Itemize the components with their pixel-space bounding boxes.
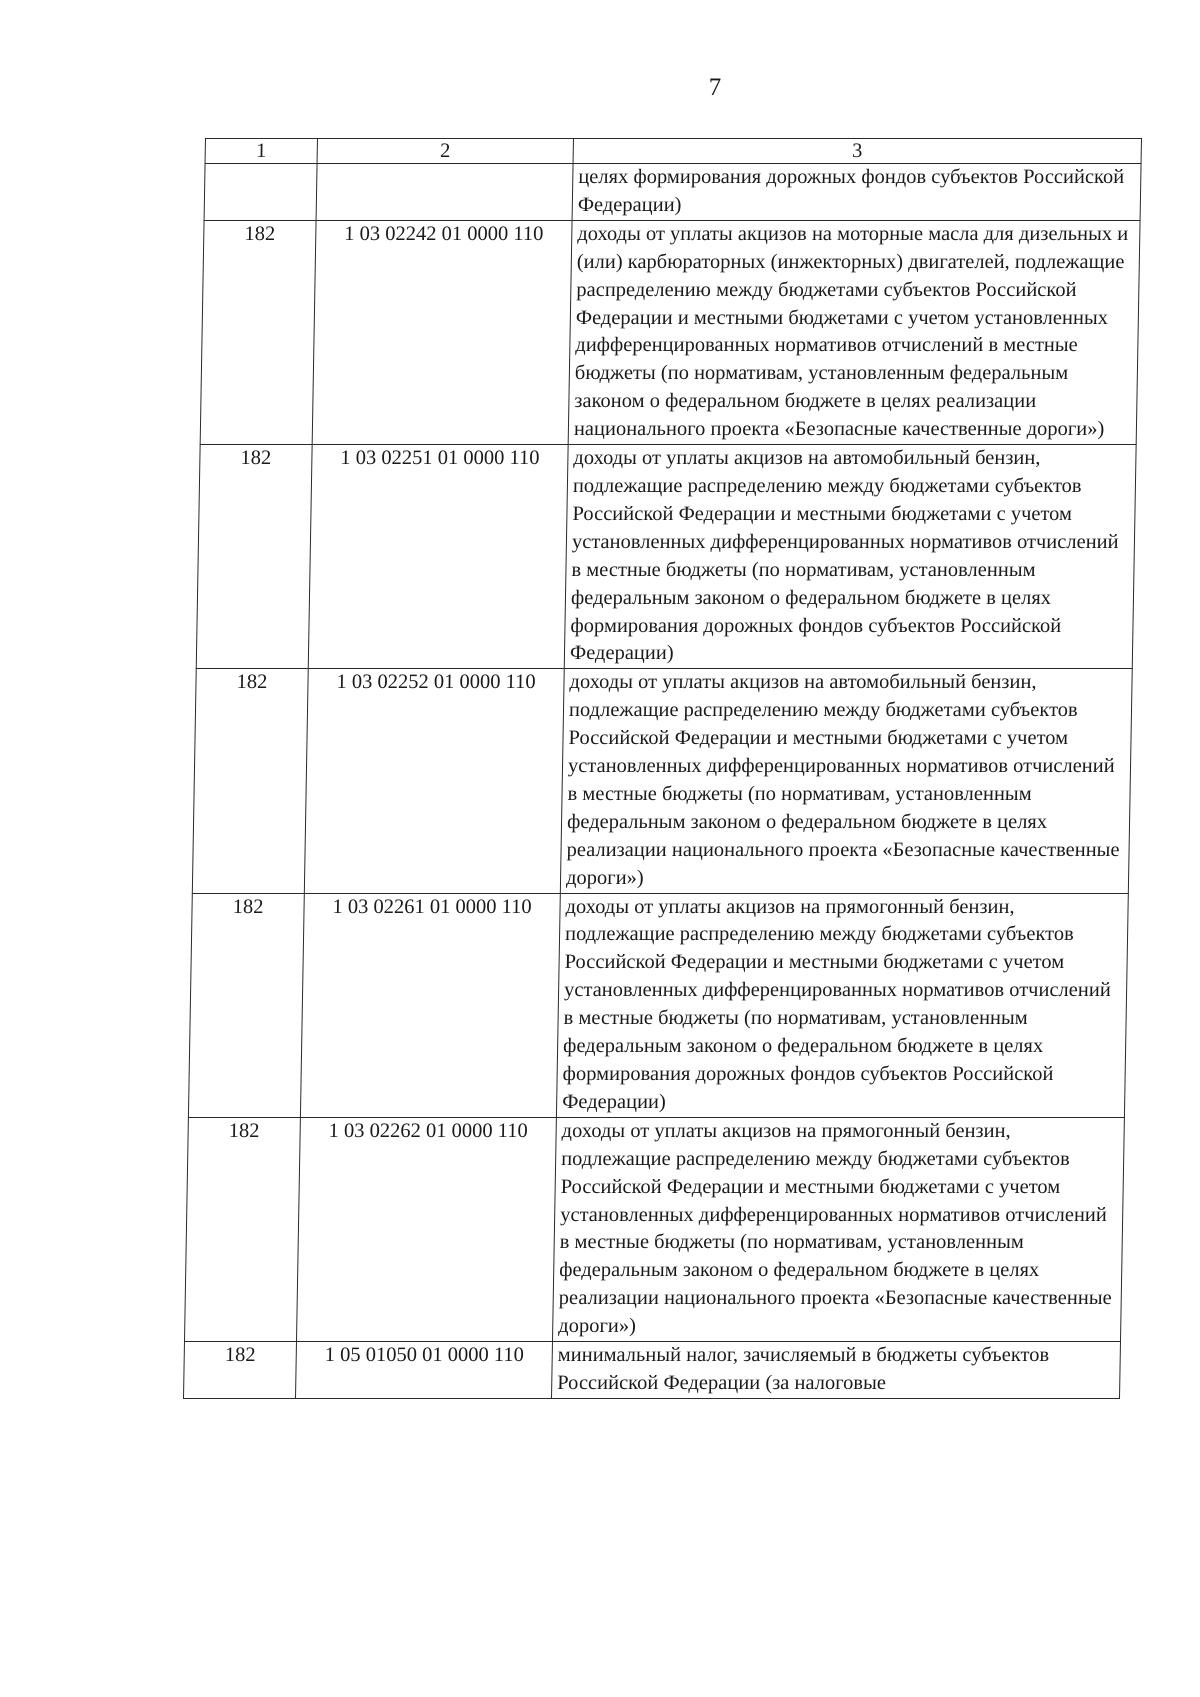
admin-code-cell: 182 [184,1117,300,1341]
admin-code-cell: 182 [184,1342,297,1399]
budget-code-cell: 1 03 02261 01 0000 110 [300,893,560,1117]
budget-code-cell: 1 03 02262 01 0000 110 [296,1117,556,1341]
table-header-row [205,139,1141,164]
description-cell: минимальный налог, зачисляемый в бюджеты субъектов Российской Федерации (за налоговые [552,1342,1121,1399]
table-row [196,445,1136,669]
budget-code-cell [316,164,573,221]
budget-code-cell: 1 03 02251 01 0000 110 [308,445,568,669]
description-cell: доходы от уплаты акцизов на моторные масла для дизельных и (или) карбюраторных (инжекторных) двигателей, подлежащие распределению между бюджетами субъектов Российской Федерации и местными бюджетами с учетом установленных дифференцированных нормативов отчислений в местные бюджеты (по нормативам, установленным федеральным законом о федеральном бюджете в целях реализации национального проекта «Безопасные качественные дороги») [568,220,1140,444]
header-col-3: 3 [573,139,1141,164]
table-row [184,1117,1124,1341]
description-cell: доходы от уплаты акцизов на автомобильный бензин, подлежащие распределению между бюджетами субъектов Российской Федерации и местными бюджетами с учетом установленных дифференцированных нормативов отчислений в местные бюджеты (по нормативам, установленным федеральным законом о федеральном бюджете в целях формирования дорожных фондов субъектов Российской Федерации) [564,445,1136,669]
budget-code-cell: 1 05 01050 01 0000 110 [296,1342,553,1399]
table-row [200,220,1140,444]
header-col-1: 1 [205,139,317,164]
description-cell: целях формирования дорожных фондов субъектов Российской Федерации) [572,164,1141,221]
table-row [188,893,1128,1117]
description-cell: доходы от уплаты акцизов на автомобильный бензин, подлежащие распределению между бюджетами субъектов Российской Федерации и местными бюджетами с учетом установленных дифференцированных нормативов отчислений в местные бюджеты (по нормативам, установленным федеральным законом о федеральном бюджете в целях реализации национального проекта «Безопасные качественные дороги») [560,669,1132,893]
admin-code-cell: 182 [192,669,308,893]
table-row [184,1342,1121,1399]
admin-code-cell: 182 [188,893,304,1117]
revenue-codes-table [183,138,1142,1399]
table-row [192,669,1132,893]
table-body [184,139,1142,1399]
budget-code-cell: 1 03 02242 01 0000 110 [312,220,572,444]
admin-code-cell: 182 [196,445,312,669]
page-number: 7 [708,74,722,101]
description-cell: доходы от уплаты акцизов на прямогонный бензин, подлежащие распределению между бюджетами субъектов Российской Федерации и местными бюджетами с учетом установленных дифференцированных нормативов отчислений в местные бюджеты (по нормативам, установленным федеральным законом о федеральном бюджете в целях реализации национального проекта «Безопасные качественные дороги») [552,1117,1124,1341]
admin-code-cell: 182 [200,220,316,444]
header-col-2: 2 [317,139,573,164]
admin-code-cell [204,164,317,221]
description-cell: доходы от уплаты акцизов на прямогонный бензин, подлежащие распределению между бюджетами субъектов Российской Федерации и местными бюджетами с учетом установленных дифференцированных нормативов отчислений в местные бюджеты (по нормативам, установленным федеральным законом о федеральном бюджете в целях формирования дорожных фондов субъектов Российской Федерации) [556,893,1128,1117]
table-row [204,164,1141,221]
budget-code-cell: 1 03 02252 01 0000 110 [304,669,564,893]
